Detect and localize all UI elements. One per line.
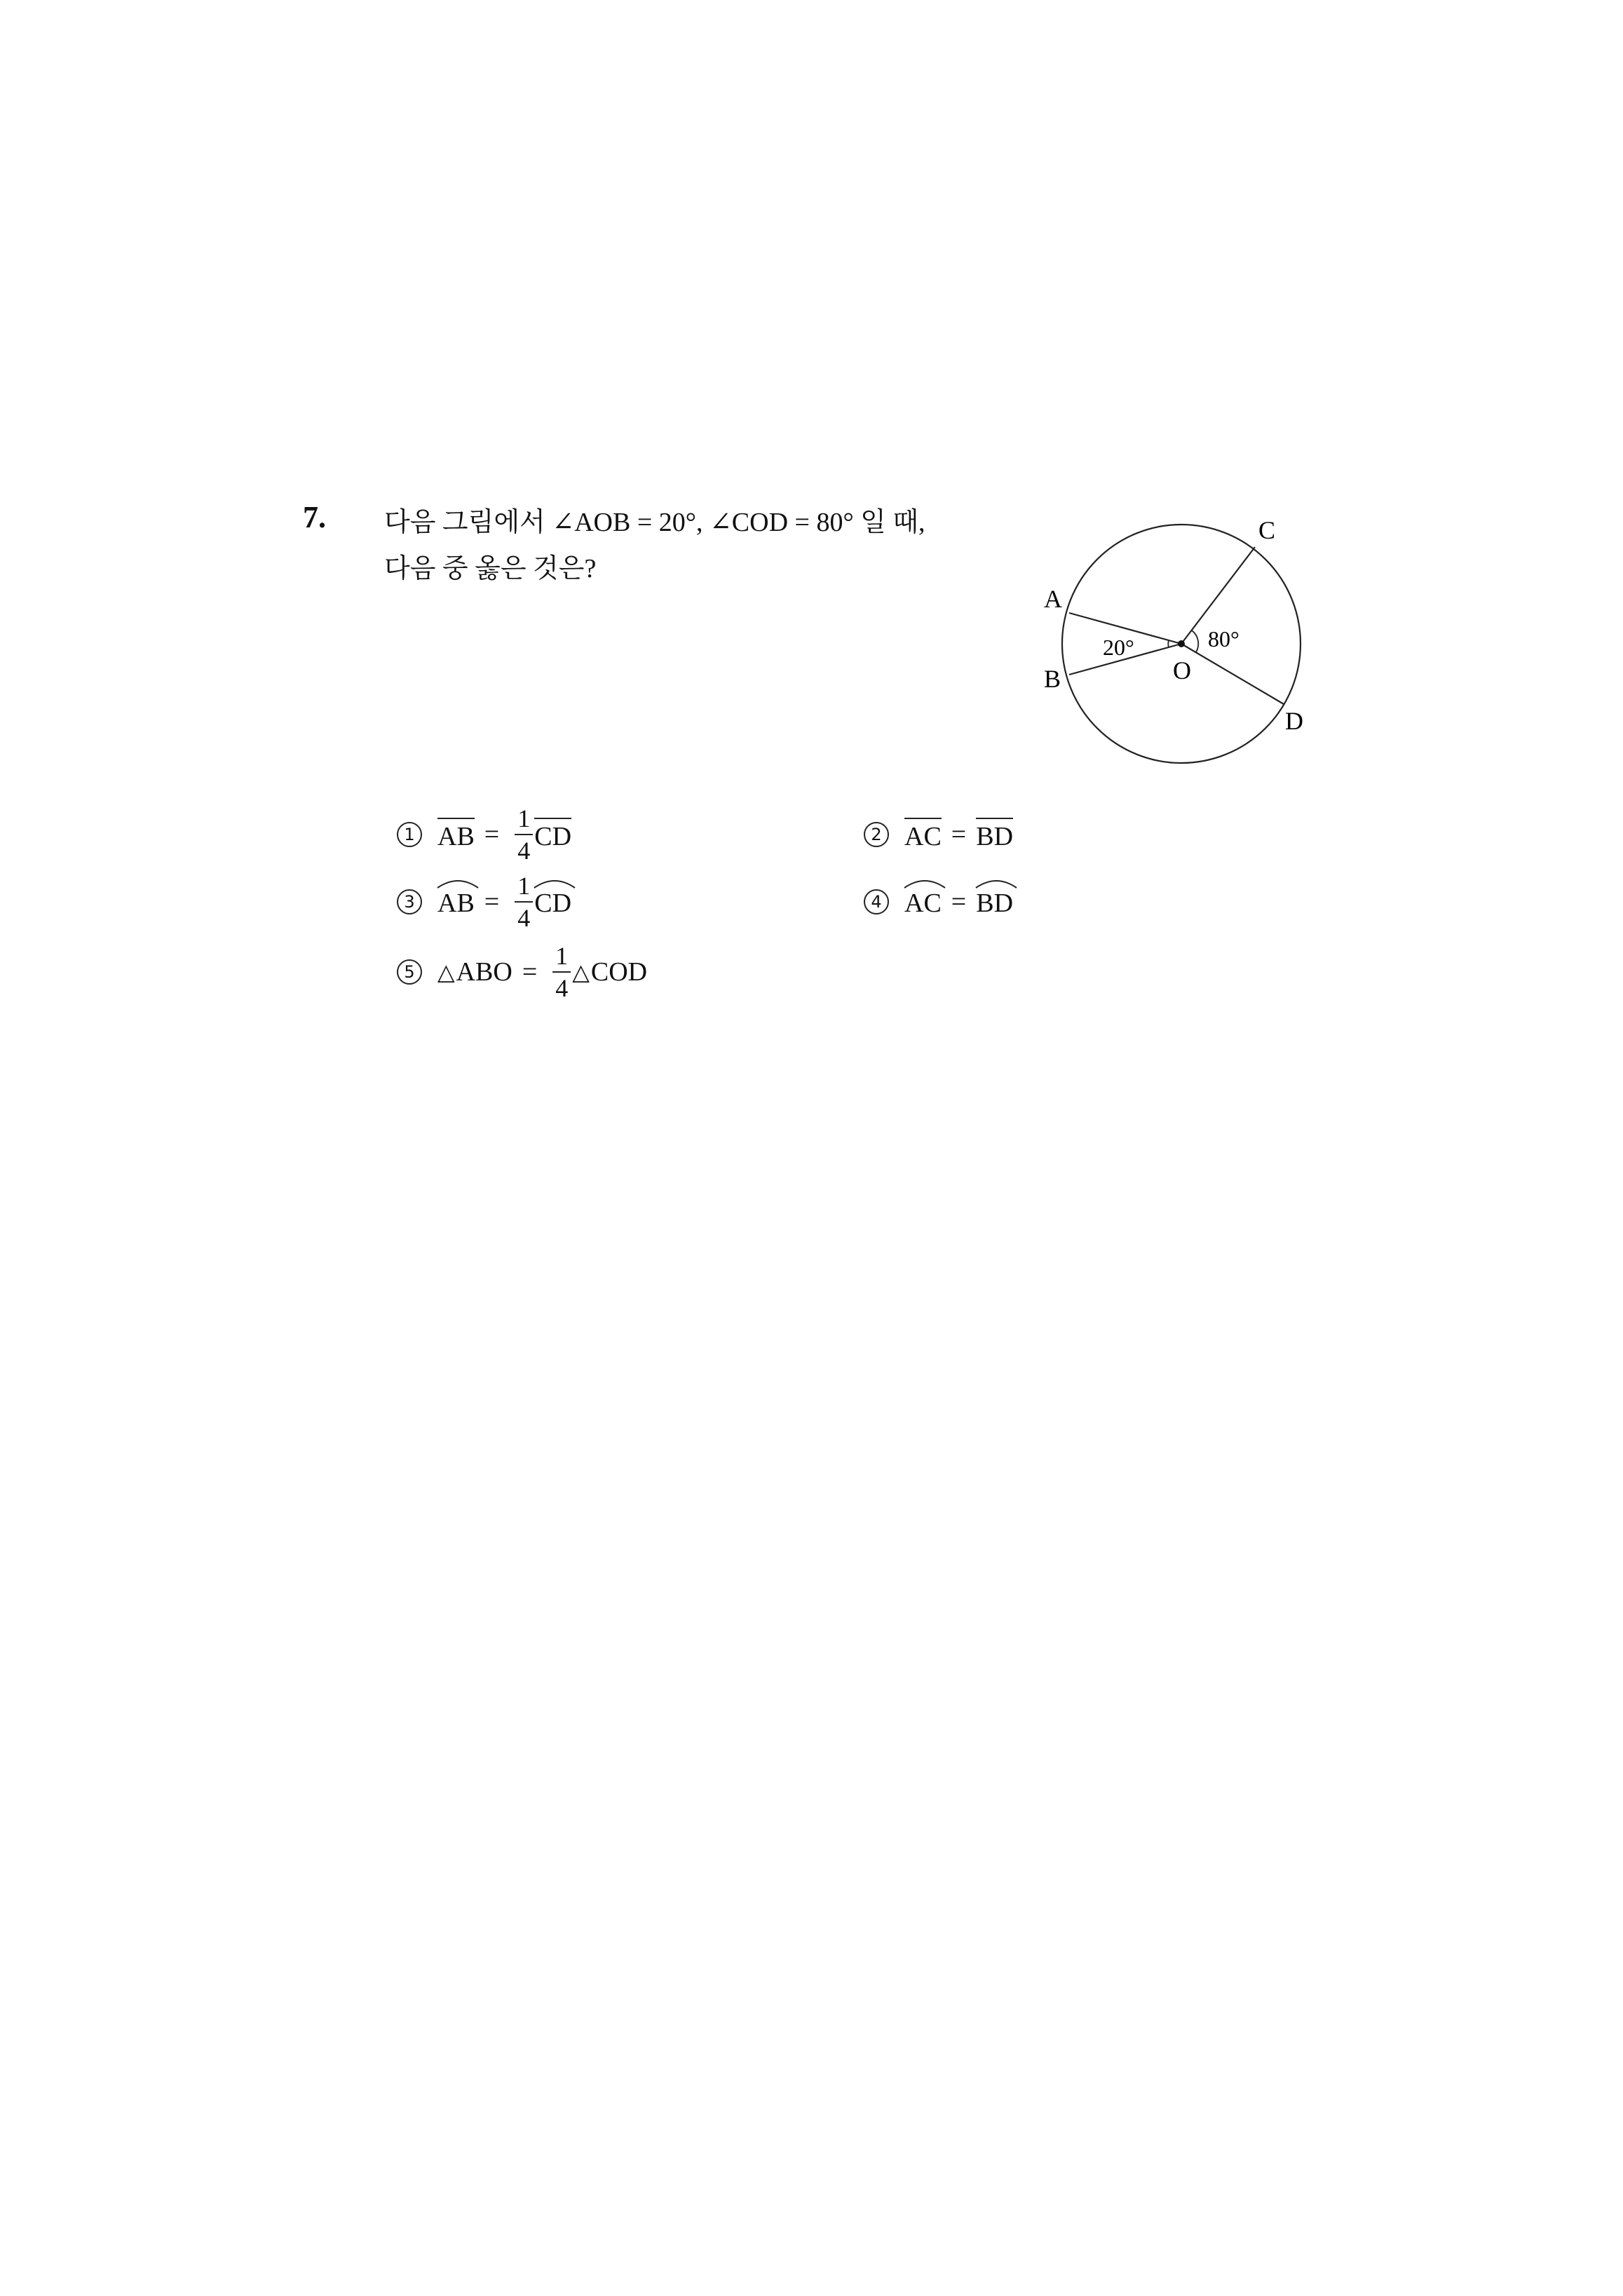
choice-mark-3: 3 [397, 889, 422, 914]
angle-arc-aob [1168, 640, 1169, 647]
label-o: O [1173, 656, 1191, 684]
arc-cd-label: CD [534, 889, 572, 918]
triangle-abo-label: ABO [456, 957, 512, 987]
stem-line-1: 다음 그림에서 ∠AOB = 20°, ∠COD = 80° 일 때, [384, 508, 925, 537]
arc-ac-mark [903, 878, 946, 889]
label-a: A [1044, 585, 1062, 613]
fraction-numerator: 1 [552, 943, 571, 973]
fraction-denominator: 4 [517, 904, 531, 932]
equals-sign: = [522, 957, 538, 987]
triangle-icon: △ [572, 959, 590, 985]
segment-bd: BD [976, 818, 1013, 852]
arc-bd-label: BD [976, 889, 1014, 918]
angle-arc-cod [1192, 630, 1198, 652]
fraction [552, 943, 571, 1001]
choice-2[interactable] [864, 799, 1013, 870]
arc-ac-label: AC [904, 889, 942, 918]
fraction-numerator: 1 [515, 806, 533, 835]
equals-sign: = [951, 887, 967, 917]
arc-cd-mark [533, 878, 576, 889]
arc-ab-label: AB [437, 889, 475, 918]
choice-1[interactable] [397, 799, 571, 870]
triangle-cod-label: COD [590, 957, 648, 987]
angle-label-aob: 20° [1103, 635, 1134, 660]
arc-cd [534, 885, 571, 919]
label-c: C [1258, 516, 1276, 544]
choice-mark-5: 5 [397, 959, 422, 985]
choice-4[interactable] [864, 867, 1013, 937]
stem-line-2: 다음 중 옳은 것은? [384, 554, 597, 583]
equals-sign: = [951, 820, 967, 849]
choice-mark-4: 4 [864, 889, 889, 914]
question-number: 7. [303, 500, 326, 534]
center-point [1178, 640, 1185, 647]
fraction-denominator: 4 [517, 837, 531, 865]
arc-ab-mark [436, 878, 480, 889]
angle-label-cod: 80° [1208, 626, 1240, 651]
radius-od [1181, 644, 1284, 704]
segment-ab: AB [437, 818, 475, 852]
arc-ab [437, 885, 475, 919]
fraction [515, 806, 533, 863]
equals-sign: = [484, 887, 500, 917]
segment-cd: CD [534, 818, 571, 852]
segment-ac: AC [904, 818, 942, 852]
arc-ac [904, 885, 942, 919]
fraction-denominator: 4 [555, 974, 569, 1002]
circle-figure [1020, 505, 1322, 771]
equals-sign: = [484, 820, 500, 849]
fraction-numerator: 1 [515, 873, 533, 903]
choice-mark-1: 1 [397, 822, 422, 847]
choice-5[interactable] [397, 937, 647, 1007]
label-b: B [1044, 665, 1061, 693]
choice-3[interactable] [397, 867, 571, 937]
triangle-icon: △ [437, 959, 455, 985]
arc-bd-mark [975, 878, 1018, 889]
arc-bd [976, 885, 1013, 919]
fraction [515, 873, 533, 931]
choice-mark-2: 2 [864, 822, 889, 847]
label-d: D [1285, 707, 1303, 735]
question-stem [384, 499, 1015, 592]
